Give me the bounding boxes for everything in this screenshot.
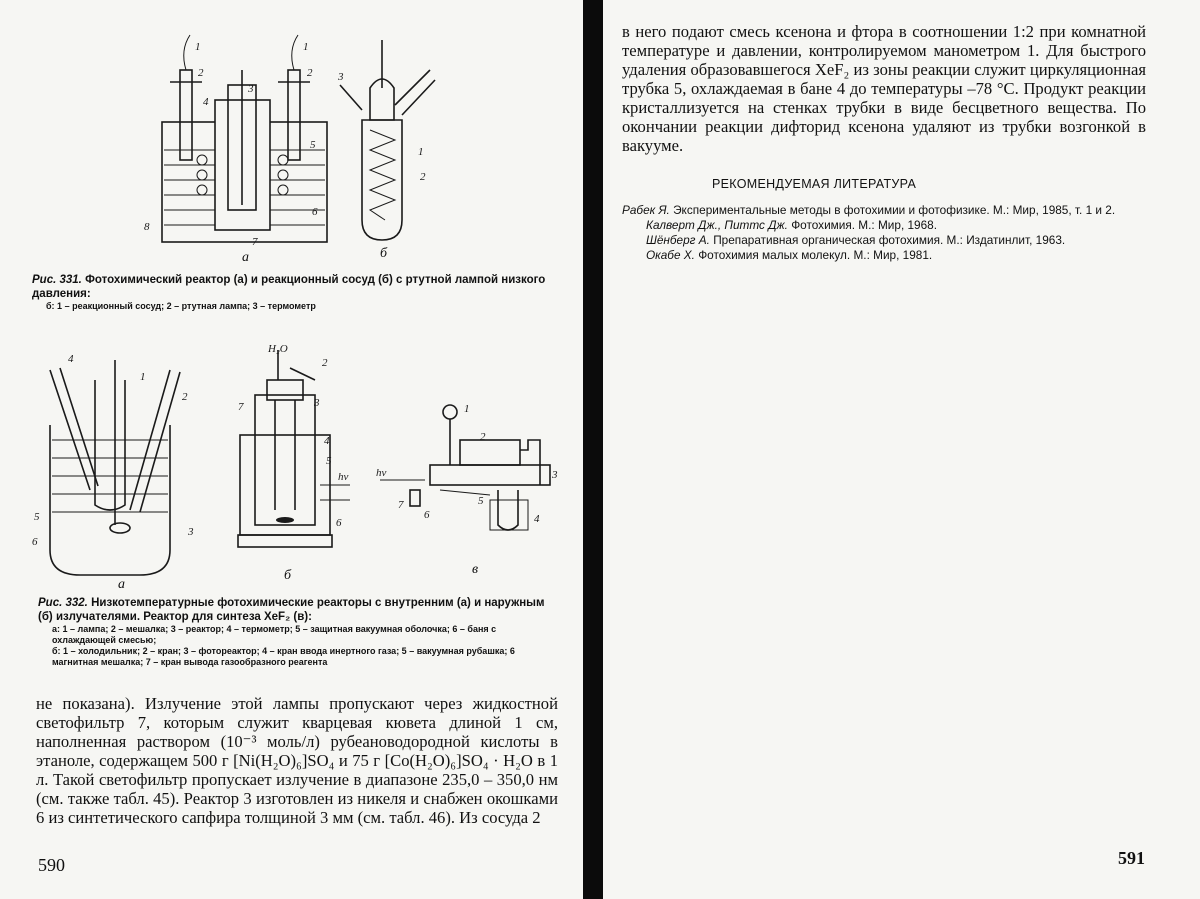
- fig332-caption-sub-b: б: 1 – холодильник; 2 – кран; 3 – фотореактор; 4 – кран ввода инертного газа; 5 – вакуумная рубашка; 6 магнитная мешалка; 7 – кран вывода газообразного реагента: [52, 645, 515, 667]
- label-7-331a: 7: [252, 236, 258, 248]
- reference-text: Препаративная органическая фотохимия. М.: Издатинлит, 1963.: [713, 233, 1066, 247]
- label-5-332b: 5: [326, 455, 332, 467]
- fig331-caption-text: Фотохимический реактор (а) и реакционный сосуд (б) с ртутной лампой низкого давления:: [32, 274, 546, 301]
- label-8-331a: 8: [144, 221, 150, 233]
- label-h2o-332b: H₂O: [268, 343, 288, 355]
- fig331-caption-label: Рис. 331.: [32, 274, 82, 286]
- label-5-331a: 5: [310, 139, 316, 151]
- label-1b-331a: 1: [303, 41, 309, 53]
- fig332-caption-sub-a: а: 1 – лампа; 2 – мешалка; 3 – реактор; 4 – термометр; 5 – защитная вакуумная оболочка; 6 – баня с охлаждающей смесью;: [52, 624, 497, 645]
- reference-item: [622, 218, 1146, 233]
- reference-item: [622, 248, 1146, 263]
- reference-item: [622, 203, 1146, 218]
- figure-331-drawing: [140, 30, 470, 255]
- figure-332-drawing: [20, 340, 560, 580]
- left-page: [0, 0, 585, 899]
- reactor-b-332: [238, 343, 350, 547]
- reference-text: Экспериментальные методы в фотохимии и фотофизике. М.: Мир, 1985, т. 1 и 2.: [673, 203, 1116, 217]
- label-5-332a: 5: [34, 511, 40, 523]
- fig332-caption-label: Рис. 332.: [38, 597, 88, 609]
- left-body-text: [36, 694, 558, 827]
- fig332-letter-b: б: [284, 568, 292, 583]
- references-list: [622, 203, 1146, 263]
- label-3-331b: 3: [338, 71, 344, 83]
- label-6-332c: 6: [424, 509, 430, 521]
- reactor-a-331: [144, 35, 327, 248]
- reference-item: [622, 233, 1146, 248]
- left-paragraph: не показана). Излучение этой лампы пропускают через жидкостной светофильтр 7, которым служит кварцевая кювета длиной 1 см, наполненная раствором (10⁻³ моль/л) рубеановодородной кислоты в этаноле, содержащем 500 г [Ni(H₂O)₆]SO₄ и 75 г [Co(H₂O)₆]SO₄ · H₂O в 1 л. Такой светофильтр пропускает излучение в диапазоне 235,0 – 350,0 нм (см. также табл. 45). Реактор 3 изготовлен из никеля и снабжен окошками 6 из синтетического сапфира толщиной 3 мм (см. табл. 46). Из сосуда 2: [36, 694, 558, 827]
- right-body-text: [622, 22, 1146, 155]
- label-7-332c: 7: [398, 499, 404, 511]
- label-4-332c: 4: [534, 513, 540, 525]
- right-page-number: 591: [1118, 848, 1145, 868]
- label-2-332b: 2: [322, 357, 328, 369]
- label-7-332b: 7: [238, 401, 244, 413]
- reference-text: Фотохимия. М.: Мир, 1968.: [791, 218, 938, 232]
- vessel-b-331: [337, 40, 435, 240]
- right-page: [600, 0, 1200, 899]
- label-2b-331a: 2: [307, 67, 313, 79]
- fig331-letter-b: б: [380, 246, 388, 261]
- fig332-letter-a: а: [118, 577, 125, 592]
- label-6-332b: 6: [336, 517, 342, 529]
- reference-author: Рабек Я.: [622, 203, 670, 217]
- label-2-331a: 2: [198, 67, 204, 79]
- fig331-caption-sub: б: 1 – реакционный сосуд; 2 – ртутная лампа; 3 – термометр: [46, 301, 316, 312]
- label-3-332a: 3: [188, 526, 194, 538]
- label-3-332b: 3: [314, 397, 320, 409]
- label-3-331a: 3: [248, 83, 254, 95]
- fig331-letter-a: а: [242, 250, 249, 265]
- reference-author: Калверт Дж., Питтс Дж.: [646, 218, 788, 232]
- label-1-331b: 1: [418, 146, 424, 158]
- label-2-332a: 2: [182, 391, 188, 403]
- label-2-332c: 2: [480, 431, 486, 443]
- label-1-332a: 1: [140, 371, 146, 383]
- label-4-331a: 4: [203, 96, 209, 108]
- fig332-letter-c: в: [472, 562, 479, 577]
- label-4-332a: 4: [68, 353, 74, 365]
- label-6-332a: 6: [32, 536, 38, 548]
- label-5-332c: 5: [478, 495, 484, 507]
- fig331-caption: [32, 273, 554, 312]
- reactor-a-332: [32, 353, 194, 575]
- label-1-331a: 1: [195, 41, 201, 53]
- right-paragraph: в него подают смесь ксенона и фтора в соотношении 1:2 при комнатной температуре и давлении, контролируемом манометром 1. Для быстрого удаления образовавшегося XeF₂ из зоны реакции служит циркуляционная трубка 5, охлаждаемая в бане 4 до температуры –78 °С. Продукт реакции кристаллизуется на стенках трубки в виде бесцветного вещества. По окончании реакции дифторид ксенона удаляют из трубки возгонкой в вакууме.: [622, 22, 1146, 155]
- fig332-caption-text: Низкотемпературные фотохимические реакторы с внутренним (а) и наружным (б) излучателями. Реактор для синтеза XeF₂ (в):: [38, 597, 545, 624]
- reactor-c-332: [376, 403, 558, 530]
- label-1-332c: 1: [464, 403, 470, 415]
- references-heading: РЕКОМЕНДУЕМАЯ ЛИТЕРАТУРА: [712, 177, 917, 191]
- label-6-331a: 6: [312, 206, 318, 218]
- label-2-331b: 2: [420, 171, 426, 183]
- left-page-number: 590: [38, 855, 65, 875]
- label-3-332c: 3: [552, 469, 558, 481]
- reference-text: Фотохимия малых молекул. М.: Мир, 1981.: [698, 248, 933, 262]
- reference-author: Окабе Х.: [646, 248, 695, 262]
- reference-author: Шёнберг А.: [646, 233, 710, 247]
- label-4-332b: 4: [324, 435, 330, 447]
- fig332-caption: [38, 596, 558, 668]
- label-hv-332c: hν: [376, 467, 387, 479]
- label-hv-332b: hν: [338, 471, 349, 483]
